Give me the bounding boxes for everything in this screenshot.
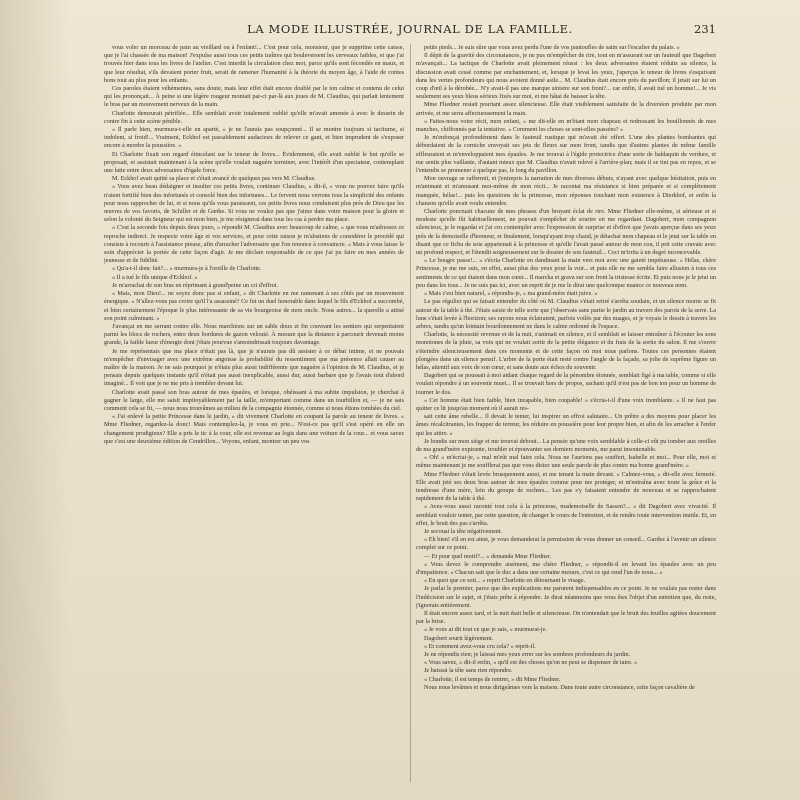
- paragraph: Dagobert sourit légèrement.: [424, 634, 494, 642]
- paragraph: Charlotte ponctuait chacune de mes phrases d'un bruyant éclat de rire. Mme Fliedner elle-même, si sérieuse et si modeste qu'elle fût habituellement, ne pouvait s'empêcher de sourire en me regardant. Dagobert, mon compagnon silencieux, je le regardai et j'ai cru contempler avec l'expression de surprise et d'effroi que j'avais aperçue dans ses yeux près de la demoiselle d'honneur, et finalement, lorsqu'ayant trop chaud, je détachai mon chapeau et le jetai sur la table en disant que ce fichu de soie appartenait à la princesse et qu'elle l'avait passé autour de mon cou, il prit cette cravate avec un profond respect, et l'étendit soigneusement sur le dossier de son fauteuil... Ceci m'irrita à un degré inconcevable.: [416, 208, 716, 257]
- paragraph: vous voler un morceau de pain au vieillard ou à l'enfant!... C'est pour cela, monsieur, que je suppriine cette caisse, que je l'ai chassée de ma maison! J'expulse aussi tous ces petits traîtres qui bouleversent les cerveaux faibles, et que j'ai trouvés hier dans tous les livres de l'atelier. C'est interdit la circulation chez moi, parce qu'ils sont fécondés en maux, et que leur résultat, s'ils devaient porter fruit, serait de ramener l'humanité à la théorie du moyen âge, à l'aide de contes bons tout au plus pour les enfants.: [104, 44, 404, 84]
- page-fold-shadow: [0, 0, 70, 800]
- paragraph: « Mais c'est bien naturel, » répondis-je, « ma grand-mère était juive. »: [424, 290, 598, 298]
- paragraph: « Il parle bien, murmura-t-elle en aparté, « je ne l'aurais pas soupçonné... Il se montre toujours si taciturne, si indolent, si froid!... Vraiment, Eckhof est passablement audacieux de relever ce gant, et bien imprudent de s'exposer encore à mordre la poussière. »: [104, 126, 404, 150]
- paragraph: Je secouai la tête négativement.: [424, 527, 503, 535]
- running-title: LA MODE ILLUSTRÉE, JOURNAL DE LA FAMILLE.: [247, 22, 573, 36]
- paragraph: « Le bougre passe!... » s'écria Charlotte en dandinant la main vers moi avec une gaieté impétueuse. « Hélas, chère Princesse, je me me suis, en effet, aussi plus des yeux pour la voir... et puis elle ne me sembla faire allusion à tous ces sentiments de ce qui étaient dans mon cœur... Il marcha et grava sur son front la tristesse écrite. Et puis nous je le jetai un peu dans les tous... Je ne suis pas ici, avec un esprit de je me le dirai une quelconque nuance ce nouveau nom.: [416, 257, 716, 289]
- paragraph: Je me représentais que ma place n'était pas là, que je n'aurais pas dû assister à ce débat intime, et ne pouvais m'empêcher d'envisager avec une extrême angoisse la probabilité du ressentiment que ma présence allait causer au maître de la maison. Je ne sais pourquoi je n'étais plus aussi indifférente que naguère à l'opinion de M. Claudius, et je pensais depuis quelques instants qu'il n'était pas aussi inexplicable, aussi dur, aussi barbare que je l'avais tout d'abord imaginé... Il voit que je ne me pris à trembler devant lui.: [104, 347, 404, 388]
- paragraph: « Faites-nous votre récit, mon enfant, » me dit-elle en m'ôtant mon chapeau et redressant les bouillonnés de mes manches, chiffonnés par la tentative. « Comment les choses se sont-elles passées? »: [416, 117, 716, 134]
- paragraph: « J'ai enlevé la petite Princesse dans le jardin, » dit vivement Charlotte en coupant la parole au teneur de livres. « Mme Fliedner, regardez-la donc! Mais contemplez-la, je vous en prie... N'est-ce pas qu'il s'est opéré en elle un changement prodigieux? Elle a pris le tic à la cour, elle est revenue au logis dans une voiture de la cour... et vous savez que c'est une deuxième édition de Cendrillon... Voyons, enfant, montrer un peu vos: [104, 413, 404, 445]
- paragraph: Il était encore assez tard, et la nuit était belle et silencieuse. On n'entendait que le bruit des feuilles agitées doucement par la brise.: [416, 610, 716, 626]
- paragraph: « Charlotte, il est temps de rentrer, » dit Mme Fliedner.: [424, 675, 561, 683]
- paragraph: Charlotte demeurait pétrifiée... Elle semblait avoir totalement oublié qu'elle m'avait amenée à avec le dessein de contre fin à cette scène pénible.: [104, 109, 404, 125]
- paragraph: « Qu'a-t-il donc fait?... » murmura-je à l'oreille de Charlotte.: [112, 265, 262, 273]
- paragraph: petits pieds... Je suis sûre que vous avez perdu l'une de vos pantoufles de satin sur l'escalier du palais. »: [424, 44, 680, 51]
- paragraph: Mon ouvrage se raffermit, et j'entrepris la narration de mes diverses débuts, n'ayant avec quelque hésitation, puis en m'animant et m'amusant moi-même de mon récit... Je racontai ma résistance si bien préparée et si complètement manquée, hélas!... puis les questions de la princesse, mon réponses touchant mon existence à Dierkhof, et enfin la chanson qu'elle avait voulu entendre.: [416, 175, 716, 207]
- paragraph: Je ne répondis rien; je laissai mes yeux errer sur les sombres profondeurs du jardin.: [424, 651, 631, 659]
- paragraph: « Mais, mon Dieu!... ne soyez donc pas si enfant, » dit Charlotte en me ramenant à ses côtés par un mouvement énergique. « N'allez-vous pas croire qu'il l'a assassiné? Ce fut un duel honorable dans lequel le fils d'Eckhof a succombé, et bien certainement l'époque le plus intéressante de sa vie bourgeoise de mon oncle. Nous autres... la querelle a attisé son point culminant. »: [104, 290, 404, 322]
- paragraph: Charlotte avait passé son bras autour de mes épaules, et lorsque, obéissant à ma subite impulsion, je cherchai à gagner le large, elle me saisit impitoyablement par la taille, m'emportant comme dans un tourbillon et, — je ne sais comment cela se fit, — nous nous trouvâmes au milieu de la compagnie étonnée, comme si nous étions tombées du ciel.: [104, 388, 404, 412]
- paragraph: Le pas régulier qui se faisait entendre du côté où M. Claudius s'était retiré s'arrêta soudain, et un silence morne se fit autour de la table à thé. J'étais saisie de telle sorte que j'observais sans partie le jardin au travers des parois de la serre. La lune s'était levée à l'horizon; ses rayons nous éclairaient, parfois voilés par des nuages, et je voyais le dessin à travers les arbres, tandis qu'un lointain bourdonnement ne dans le calme ordonné de l'espace.: [416, 298, 716, 330]
- paragraph: Mme Fliedner s'était levée brusquement aussi, et me tenant la main devant. « Calmez-vous, » dit-elle avec fermeté. Elle avait jeté ses deux bras autour de mes épaules comme pour me protéger, et m'entraîna avec toute la grâce et la tendresse d'une mère, loin du groupe de rochers... Les pas s'y faisaient entendre de nouveau et se rapprochaient rapidement de la table à thé.: [416, 470, 716, 503]
- paragraph: Je bondis sur mon siège et me trouvai debout... La pensée qu'une voix semblable à celle-ci eût pu tomber aux oreilles de ma grand'mère expirante, troubler et épouvanter ses derniers moments, me parut insoutenable.: [416, 437, 716, 453]
- paragraph: Charlotte, la nécessité revenue et de la nuit, s'animait en silence, et il semblait se laisser entraîner à l'écouter les sons monotones de la pluie, sa voix qui ne voulait sortir de la petite élégance et du frais de la sortie du salon. Il me s'ouvre s'éteindre silencieusement dans ces moments et de cette façon où moi nous parlons. Toutes ces personnes étaient plongées dans un silence pensif. L'arbre de la porte était resté contre l'angle de la façade, sa jolie de suprême figure un hélas, attentif aux voix de son cœur, et sans doute aux échos du souvenir.: [416, 331, 716, 371]
- paragraph: Je m'enfonçai profondément dans le fauteuil rustique qui m'avait été offert. L'une des plantes bombantes qui débordaient de la corniche envoyait ses jets de fleurs sur mon front, tandis que d'autres plantes de même famille effleuraient et m'enveloppaient mes épaules. Je me trouvai à l'égide protectrice d'une sorte de baldaquin de verdure, et me sentis plus vaillante, d'autant mieux que M. Claudius n'avait relevé à l'arrière-plan; mais il se tint pas en repos, et se l'entendis se promener à quelque pas, le long du pavillon.: [416, 134, 716, 175]
- paragraph: Mme Fliedner restait pourtant assez silencieuse. Elle était visiblement satisfaite de la diversion produite par mon arrivée, et me serra affectueusement la main.: [416, 101, 716, 117]
- column-divider: [410, 44, 411, 782]
- paragraph: Je m'arrachai de son bras en réprimant à grand'peine un cri d'effroi.: [112, 281, 279, 289]
- paragraph: « Vous savez, » dit-il enfin, « qu'il est des choses qu'on ne peut se dispenser de taire. »: [424, 659, 638, 667]
- left-column: [104, 44, 404, 782]
- paragraph: « Cet homme était bien faible, bien incapable, bien coupable! » s'écria-t-il d'une voix tremblante. « Il ne faut pas quitter ce lit jusqu'au moment où il aurait res-: [416, 396, 716, 412]
- paragraph: « Eh bien! s'il en est ainsi, je vous demanderai la permission de vous donner un conseil... Gardez à l'avenir un silence complet sur ce point.: [416, 536, 716, 552]
- paragraph: Je baissai la tête sans rien répondre.: [424, 667, 513, 675]
- paragraph: « Vous devez le comprendre aisément, ma chère Fliedner, » répondit-il en levant les épaules avec un peu d'impatience. « Chacun sait que le duc a dans une certaine mesure, c'est ce qui rend l'un de nous... »: [416, 560, 716, 576]
- paragraph: J'avançai en me serrant contre elle. Nous marchions sur un sable doux et fin couvrant les sentiers qui serpentaient parmi les blocs de rochers, entre deux bordures de gazon velouté. À mesure que la distance à parcourir devenait moins grande, la faible lueur d'énergie dont j'étais pourvue s'amoindrissait toujours davantage.: [104, 322, 404, 347]
- paragraph: « Oh! » m'écriai-je, « mal m'eût mal faire cela. Nous ne l'aurions pas souffert, Isabelle et moi... Pour elle, moi et même maintenant je me soufflerai pas que vous disiez une seule parole de plus contre ma bonne grand'mère. »: [416, 454, 716, 470]
- paragraph: « En quoi que ce soit... » reprit Charlotte en détournant le visage.: [424, 577, 586, 585]
- right-column: [416, 44, 716, 782]
- paragraph: « Il a tué le fils unique d'Eckhof. »: [112, 273, 198, 281]
- paragraph: « C'est la seconde fois depuis deux jours, » répondit M. Claudius avec beaucoup de calme, « que vous m'adressez ce reproche indirect. Je respecte votre âge et vos services, et pour cette raison je m'abstiens de considérer le procédé qui consiste à recourir à l'assistance pieuse, afin d'arracher l'adversaire que l'on renonce à convaincre. « Mais à vous laisse le soin d'apprécier la portée de cette façon d'agir. Je me déclare responsable de ce que j'ai pu faire en mes années de jeunesse et de fidélité.: [104, 224, 404, 265]
- paragraph: « Et comment avez-vous cru cela? » reprit-il.: [424, 642, 536, 650]
- paragraph: Je parlai le premier, parce que des explications me parurent indispensables en ce point. Je ne voulais pas rester dans l'indécision sur le sujet, et j'étais prête à répondre. Je dirai néanmoins que vous êtes l'objet d'un entretien que, du reste, j'ignorais entièrement.: [416, 585, 716, 609]
- paragraph: Ces paroles étaient véhémentes, sans doute, mais leur effet était encore doublé par le ton calme et contenu de celui qui les prononçait... À peine si une légère rougeur montait par-ci par-là aux joues de M. Claudius, qui parlait lentement le bras par un mouvement nerveux de la main.: [104, 85, 404, 109]
- paragraph: Il dépit de la gravité des circonstances, je ne pus m'empêcher de rire, tout en m'assurant sur un fauteuil que Dagobert m'avançait... La tactique de Charlotte avait pleinement réussi : les deux adversaires étaient réduits au silence, la discussion avait cessé comme par enchantement, et, lorsque je levai les yeux, j'aperçus le teneur de livres s'esquivant dans les vertes profondeurs qui nous avoient donné asile... M. Claudius était encore près du pavillon; il jetait sur lui un coup d'œil à la dérobée... N'y avait-il pas une marque sinistre sur son front?... car enfin, il avait tué un homme!... Je vis seulement ses yeux bleus sérieux fixés sur moi, et me hâtai de baisser la tête.: [416, 52, 716, 101]
- paragraph: sait cette âme rebelle... Il devait le tenter, lui inspirer un effroi salutaire... Un prêtre a des moyens pour placer les âmes récalcitrantes, les frapper de terreur, les réduire en poussière pour leur propre bien, et afin de les arracher à l'enfer qui les attire. »: [416, 413, 716, 437]
- page-number: 231: [694, 22, 716, 36]
- paragraph: Dagobert qui se poussait à moi aidant chaque regard de la pénombre étonnée, semblait figé à ma table, comme si elle voulait répondre à un souvenir muet... Il se trouvait hors de propos, sachant qu'il n'est pas de bon ton pour un homme de tourner le dos.: [416, 372, 716, 396]
- paragraph: « Je vous ai dit tout ce que je sais, » murmurai-je.: [424, 626, 547, 634]
- paragraph: Et Charlotte fixait son regard étincelant sur le teneur de livres... Évidemment, elle avait oublié le but qu'elle se proposait, et assistait maintenant à la scène qu'elle voulait naguère terminer, avec l'intérêt d'un spectateur, contemplant une lutte entre deux adversaires d'égale force.: [104, 150, 404, 175]
- paragraph: « Vous avez beau dédaigner et insulter ces petits livres, continuer Claudius, » dit-il, « vous ne pouvez faire qu'ils n'aient fortifié bien des infortunés et consolé bien des infortunes... Le fervent nous verrons tous la simplicité des enfants pour nous rapprocher de lui, et si nous qu'ils vous paraissent, ces petits livres nous conduisent plus près de Dieu que les œuvres de vos favoris, de Schiller et de Gœthe. Si vous ne voulez pas que j'aime dans votre maison pour la gloire et selon la volonté du Seigneur qui est mon bien, je me résignerai dans tous les cas à perdre ma place.: [104, 183, 404, 224]
- paragraph: « Avez-vous aussi raconté tout cela à la princesse, mademoiselle de Sassen?... » dit Dagobert avec vivacité. Il semblait vouloir tenter, par cette question, de changer le cours de l'entretien, et de rendre toute intervention inutile. Et, en effet, le bruit des pas s'arrêta.: [416, 503, 716, 527]
- paragraph: M. Eckhof avait quitté sa place et s'était avancé de quelques pas vers M. Claudius.: [112, 175, 316, 183]
- page-header: [104, 22, 716, 38]
- paragraph: Nous nous levâmes et nous dirigeâmes vers la maison. Dans toute autre circonstance, cette façon cavalière de: [424, 683, 695, 691]
- paragraph: — Et pour quel motif?... » demanda Mme Fliedner.: [424, 552, 552, 560]
